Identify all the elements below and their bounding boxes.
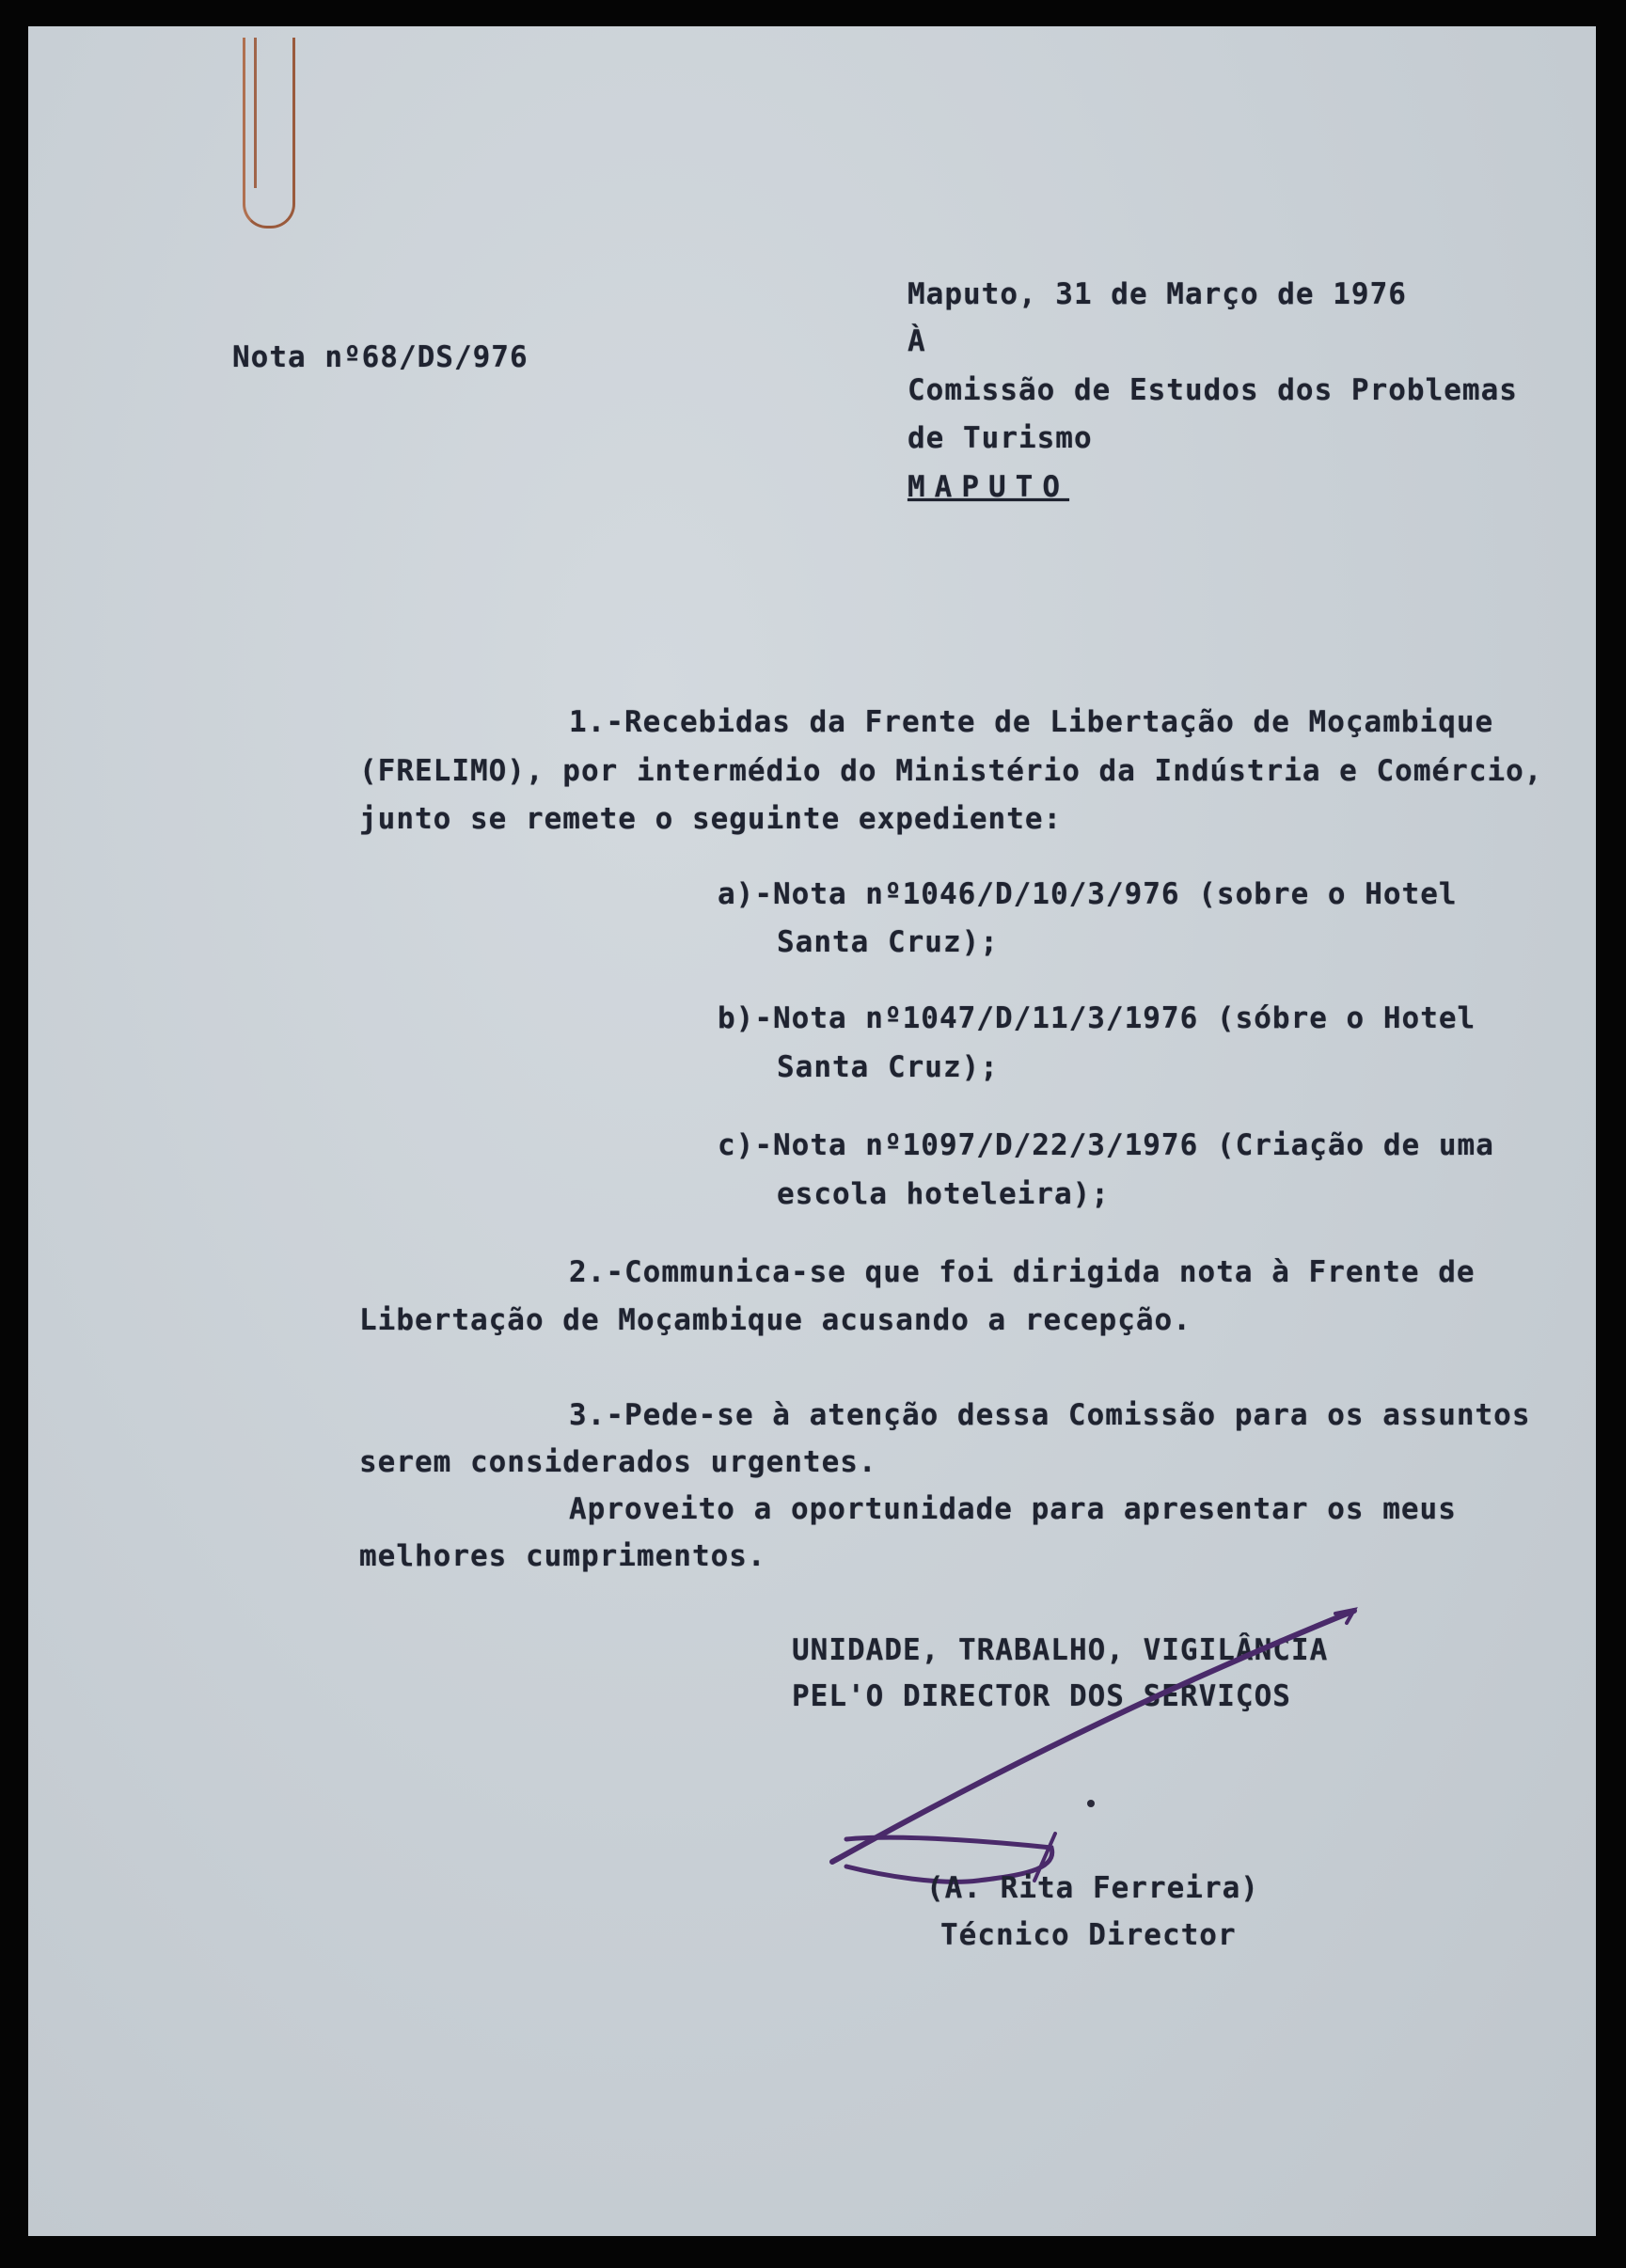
paragraph-1-line-1: 1.-Recebidas da Frente de Libertação de Moçambique [569, 705, 1494, 739]
signatory-name: (A. Rita Ferreira) [926, 1871, 1259, 1905]
signature-for-line: PEL'O DIRECTOR DOS SERVIÇOS [792, 1679, 1291, 1713]
closing-line-1: Aproveito a oportunidade para apresentar os meus [569, 1492, 1457, 1526]
item-a-line-2: Santa Cruz); [777, 925, 999, 959]
paragraph-3-line-1: 3.-Pede-se à atenção dessa Comissão para os assuntos [569, 1398, 1531, 1432]
paragraph-1-line-2: (FRELIMO), por intermédio do Ministério da Indústria e Comércio, [359, 754, 1543, 788]
paragraph-2-line-1: 2.-Communica-se que foi dirigida nota à Frente de [569, 1255, 1476, 1289]
paper-clip-icon [243, 38, 295, 228]
to-marker: À [908, 324, 926, 358]
recipient-line-1: Comissão de Estudos dos Problemas [908, 373, 1518, 407]
item-a-line-1: a)-Nota nº1046/D/10/3/976 (sobre o Hotel [718, 877, 1458, 911]
paragraph-2-line-2: Libertação de Moçambique acusando a recepção. [359, 1303, 1192, 1337]
item-b-line-2: Santa Cruz); [777, 1050, 999, 1084]
signatory-title: Técnico Director [940, 1918, 1237, 1952]
recipient-city: MAPUTO [908, 470, 1069, 504]
paragraph-1-line-3: junto se remete o seguinte expediente: [359, 802, 1063, 836]
item-c-line-1: c)-Nota nº1097/D/22/3/1976 (Criação de uma [718, 1128, 1494, 1162]
motto: UNIDADE, TRABALHO, VIGILÂNCIA [792, 1633, 1329, 1667]
item-b-line-1: b)-Nota nº1047/D/11/3/1976 (sóbre o Hotel [718, 1001, 1476, 1035]
date-line: Maputo, 31 de Março de 1976 [908, 277, 1407, 311]
paper-clip-inner-wire [254, 38, 257, 188]
item-c-line-2: escola hoteleira); [777, 1177, 1110, 1211]
recipient-line-2: de Turismo [908, 421, 1093, 455]
closing-line-2: melhores cumprimentos. [359, 1539, 766, 1573]
reference-number: Nota nº68/DS/976 [232, 340, 529, 374]
paragraph-3-line-2: serem considerados urgentes. [359, 1445, 877, 1479]
